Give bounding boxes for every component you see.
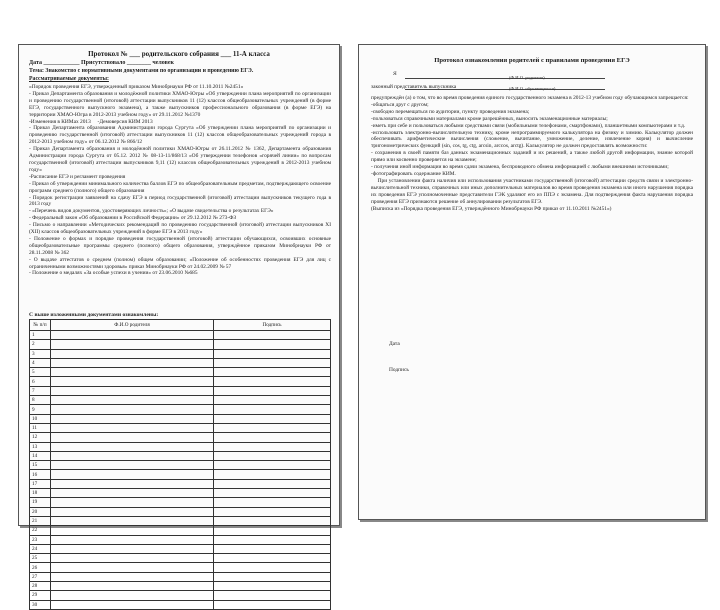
signature-cell	[214, 414, 331, 423]
parent-name-cell	[51, 479, 214, 488]
signature-cell	[214, 498, 331, 507]
signature-cell	[214, 368, 331, 377]
table-row	[30, 498, 331, 507]
parent-name-cell	[51, 433, 214, 442]
row-number: 13	[30, 442, 51, 451]
row-number: 12	[30, 433, 51, 442]
table-row	[30, 386, 331, 395]
col-signature-header: Подпись	[214, 320, 331, 331]
parent-name-cell	[51, 358, 214, 367]
table-row	[30, 470, 331, 479]
parent-name-cell	[51, 405, 214, 414]
row-number: 23	[30, 535, 51, 544]
parent-name-cell	[51, 526, 214, 535]
documents-list: «Порядок проведения ЕГЭ, утвержденный приказом Минобрнауки РФ от 11.10.2011 №2451» - Приказ Департамента образования и молодёжной политики ХМАО-Югры «Об утверждении плана мероприятий по организации и проведению государственной (итоговой) аттестации выпускников 11 (12) классов общеобразовательных учреждений (в форме ЕГЭ, государственного выпускного экзамена), а также выпускников профессионального образования (в форме ЕГЭ) на территории ХМАО-Югра в 2012-2013 учебном году» от 29.11.2012 №1370 -Изменения в КИМах 2013 -Демоверсия КИМ 2013 - Приказ Департамента образования Администрации города Сургута «Об утверждении плана мероприятий по организации и проведению государственной (итоговой) аттестации выпускников 11 (12) классов общеобразовательных учреждений города в 2012-2013 учебном году» от 06.12.2012 № 866/12 - Приказ Департамента образования и молодёжной политики ХМАО-Югры от 26.11.2012 № 1362, Департамента образования Администрации города Сургута от 05.12. 2012 № 08-13-11/868/13 «Об утверждении телефонов «горячей линии» по вопросам государственной (итоговой) аттестации выпускников 9,11 (12) классов общеобразовательных учреждений в 2012-2013 учебном году» -Расписание ЕГЭ и регламент проведения - Приказ об утверждении минимального количества баллов ЕГЭ по общеобразовательным предметам, подтверждающего освоение программ среднего (полного) общего образования - Порядок регистрации заявлений на сдачу ЕГЭ в период государственной (итоговой) аттестации выпускников текущего года в 2013 году - «Перечень видов документов, удостоверяющих личность»; «О выдаче свидетельства о результатах ЕГЭ» - Федеральный закон «Об образовании в Российской Федерации» от 29.12.2012 № 273-ФЗ - Письмо о направлении «Методических рекомендаций по проведению государственной (итоговой) аттестации выпускников XI (XII) классов общеобразовательных учреждений в форме ЕГЭ в 2013 году» - Положение о формах и порядке проведения государственной (итоговой) аттестации обучающихся, освоивших основные общеобразовательные программы среднего (полного) общего образования, утверждённое приказом Минобрнауки РФ от 28.11.2008 № 362 - О выдаче аттестатов о среднем (полном) общем образовании; «Положение об особенностях проведения ЕГЭ для лиц с ограниченными возможностями здоровья» приказ Минобрнауки РФ от 24.02.2009 № 57 - Положение о медалях «За особые успехи в учении» от 23.06.2010 №685	[29, 84, 331, 277]
parent-name-cell	[51, 554, 214, 563]
signature-label: Подпись	[389, 367, 409, 373]
date-attendance-line: Дата ____________ Присутствовало ________ человек	[29, 60, 175, 66]
i-label: Я	[393, 71, 397, 77]
parent-name-cell	[51, 516, 214, 525]
row-number: 30	[30, 600, 51, 609]
parent-name-cell	[51, 423, 214, 432]
table-row	[30, 331, 331, 340]
table-row	[30, 414, 331, 423]
signature-cell	[214, 582, 331, 591]
parent-name-cell	[51, 461, 214, 470]
table-row	[30, 544, 331, 553]
row-number: 16	[30, 470, 51, 479]
acknowledgement-note: С выше изложенными документами ознакомлены:	[29, 312, 159, 318]
parent-name-cell	[51, 349, 214, 358]
signature-cell	[214, 442, 331, 451]
signature-cell	[214, 331, 331, 340]
row-number: 14	[30, 451, 51, 460]
signature-cell	[214, 479, 331, 488]
signature-cell	[214, 600, 331, 609]
parent-name-cell	[51, 507, 214, 516]
row-number: 26	[30, 563, 51, 572]
col-parent-name-header: Ф.И.О родителя	[51, 320, 214, 331]
signature-cell	[214, 386, 331, 395]
ege-rules-acknowledgement-page	[358, 44, 706, 520]
table-row	[30, 554, 331, 563]
parent-name-cell	[51, 470, 214, 479]
table-row	[30, 442, 331, 451]
parent-name-cell	[51, 377, 214, 386]
agenda-heading: Рассматриваемые документы:	[29, 76, 109, 82]
table-row	[30, 368, 331, 377]
parent-name-cell	[51, 368, 214, 377]
signature-cell	[214, 563, 331, 572]
row-number: 4	[30, 358, 51, 367]
parent-name-cell	[51, 386, 214, 395]
parent-name-cell	[51, 489, 214, 498]
table-row	[30, 572, 331, 581]
representative-label: законный представитель выпускника	[371, 84, 457, 90]
row-number: 6	[30, 377, 51, 386]
signature-cell	[214, 349, 331, 358]
signature-cell	[214, 451, 331, 460]
parent-name-cell	[51, 582, 214, 591]
table-row	[30, 461, 331, 470]
parent-name-cell	[51, 535, 214, 544]
table-row	[30, 507, 331, 516]
signature-cell	[214, 423, 331, 432]
signature-cell	[214, 461, 331, 470]
table-row	[30, 396, 331, 405]
row-number: 2	[30, 340, 51, 349]
table-row	[30, 563, 331, 572]
parent-name-cell	[51, 591, 214, 600]
signature-cell	[214, 405, 331, 414]
signature-cell	[214, 554, 331, 563]
signature-cell	[214, 433, 331, 442]
row-number: 3	[30, 349, 51, 358]
table-row	[30, 451, 331, 460]
signature-cell	[214, 535, 331, 544]
table-row	[30, 516, 331, 525]
row-number: 7	[30, 386, 51, 395]
signature-cell	[214, 516, 331, 525]
parent-name-caption: (Ф.И.О. родителя)	[509, 75, 545, 80]
row-number: 10	[30, 414, 51, 423]
date-label: Дата	[389, 341, 400, 347]
row-number: 5	[30, 368, 51, 377]
signature-cell	[214, 526, 331, 535]
row-number: 9	[30, 405, 51, 414]
table-row	[30, 535, 331, 544]
parent-name-cell	[51, 563, 214, 572]
parent-name-cell	[51, 340, 214, 349]
table-row	[30, 340, 331, 349]
table-row	[30, 377, 331, 386]
row-number: 20	[30, 507, 51, 516]
rules-body: предупреждён (а) о том, что во время проведения единого государственного экзамена в 2012-13 учебном году обучающимся запрещается: -общаться друг с другом; -свободно перемещаться по аудитории, пункту проведения экзамена; -пользоваться справочными материалами кроме разрешённых, выносить экзаменационные материалы; -иметь при себе и пользоваться любыми средствами связи (мобильными телефонами, смартфонами), планшетными компьютерами и т.д. -использовать электронно-вычислительную технику, кроме непрограммируемого калькулятора на физику и химию. Калькулятор должен обеспечивать арифметические вычисления (сложение, вычитание, умножение, деление, извлечение корня) и вычисление тригонометрических функций (sin, cos, tg, ctg, arcsin, arccos, arctg). Калькулятор не должен предоставлять возможности: - сохранения в своей памяти баз данных экзаменационных заданий и их решений, а также любой другой информации, знание которой прямо или косвенно проверяется на экзамене; - получения иной информации во время сдачи экзамена, беспроводного обмена информацией с любыми внешними источниками; -фотографировать содержание КИМ. При установлении факта наличия или использования участниками государственной (итоговой) аттестации средств связи и электронно-вычислительной техники, справочных или иных дополнительных материалов во время проведения экзамена или иного нарушения порядка их проведения ЕГЭ уполномоченные представители ГЭК удаляют его из ППЭ с экзамена. Для подтверждения факта нарушения порядка проведения ЕГЭ признаются решение об аннулировании результатов ЕГЭ. (Выписка из «Порядка проведения ЕГЭ, утверждённого Минобрнауки РФ приказ от 11.10.2011 №2451»)	[371, 95, 694, 212]
table-row	[30, 600, 331, 609]
signature-cell	[214, 470, 331, 479]
row-number: 18	[30, 489, 51, 498]
signature-cell	[214, 572, 331, 581]
parent-name-line	[405, 78, 605, 79]
student-name-caption: (Ф.И.О. обучающегося)	[509, 86, 556, 91]
parent-name-cell	[51, 451, 214, 460]
signature-cell	[214, 507, 331, 516]
col-number-header: № п/п	[30, 320, 51, 331]
table-row	[30, 526, 331, 535]
row-number: 8	[30, 396, 51, 405]
signature-cell	[214, 591, 331, 600]
row-number: 27	[30, 572, 51, 581]
table-row	[30, 423, 331, 432]
table-row	[30, 433, 331, 442]
parent-name-cell	[51, 600, 214, 609]
signature-cell	[214, 377, 331, 386]
table-row	[30, 349, 331, 358]
signature-cell	[214, 396, 331, 405]
table-row	[30, 405, 331, 414]
row-number: 15	[30, 461, 51, 470]
signature-cell	[214, 544, 331, 553]
signature-cell	[214, 358, 331, 367]
table-row	[30, 591, 331, 600]
table-row	[30, 358, 331, 367]
parent-name-cell	[51, 414, 214, 423]
rules-title: Протокол ознакомления родителей с правилами проведения ЕГЭ	[434, 57, 630, 64]
protocol-title: Протокол № ___ родительского собрания ___ 11-А класса	[88, 50, 270, 58]
row-number: 24	[30, 544, 51, 553]
parent-name-cell	[51, 498, 214, 507]
meeting-topic: Тема: Знакомство с нормативными документами по организации и проведению ЕГЭ.	[29, 68, 254, 74]
table-row	[30, 479, 331, 488]
parent-name-cell	[51, 572, 214, 581]
parent-name-cell	[51, 544, 214, 553]
signature-table	[29, 319, 331, 610]
table-row	[30, 489, 331, 498]
parent-name-cell	[51, 331, 214, 340]
row-number: 17	[30, 479, 51, 488]
signature-cell	[214, 340, 331, 349]
row-number: 11	[30, 423, 51, 432]
row-number: 1	[30, 331, 51, 340]
parent-meeting-protocol-page	[18, 44, 340, 608]
signature-rows	[30, 331, 331, 610]
row-number: 21	[30, 516, 51, 525]
signature-cell	[214, 489, 331, 498]
parent-name-cell	[51, 442, 214, 451]
row-number: 29	[30, 591, 51, 600]
parent-name-cell	[51, 396, 214, 405]
row-number: 25	[30, 554, 51, 563]
row-number: 22	[30, 526, 51, 535]
table-row	[30, 582, 331, 591]
row-number: 19	[30, 498, 51, 507]
row-number: 28	[30, 582, 51, 591]
